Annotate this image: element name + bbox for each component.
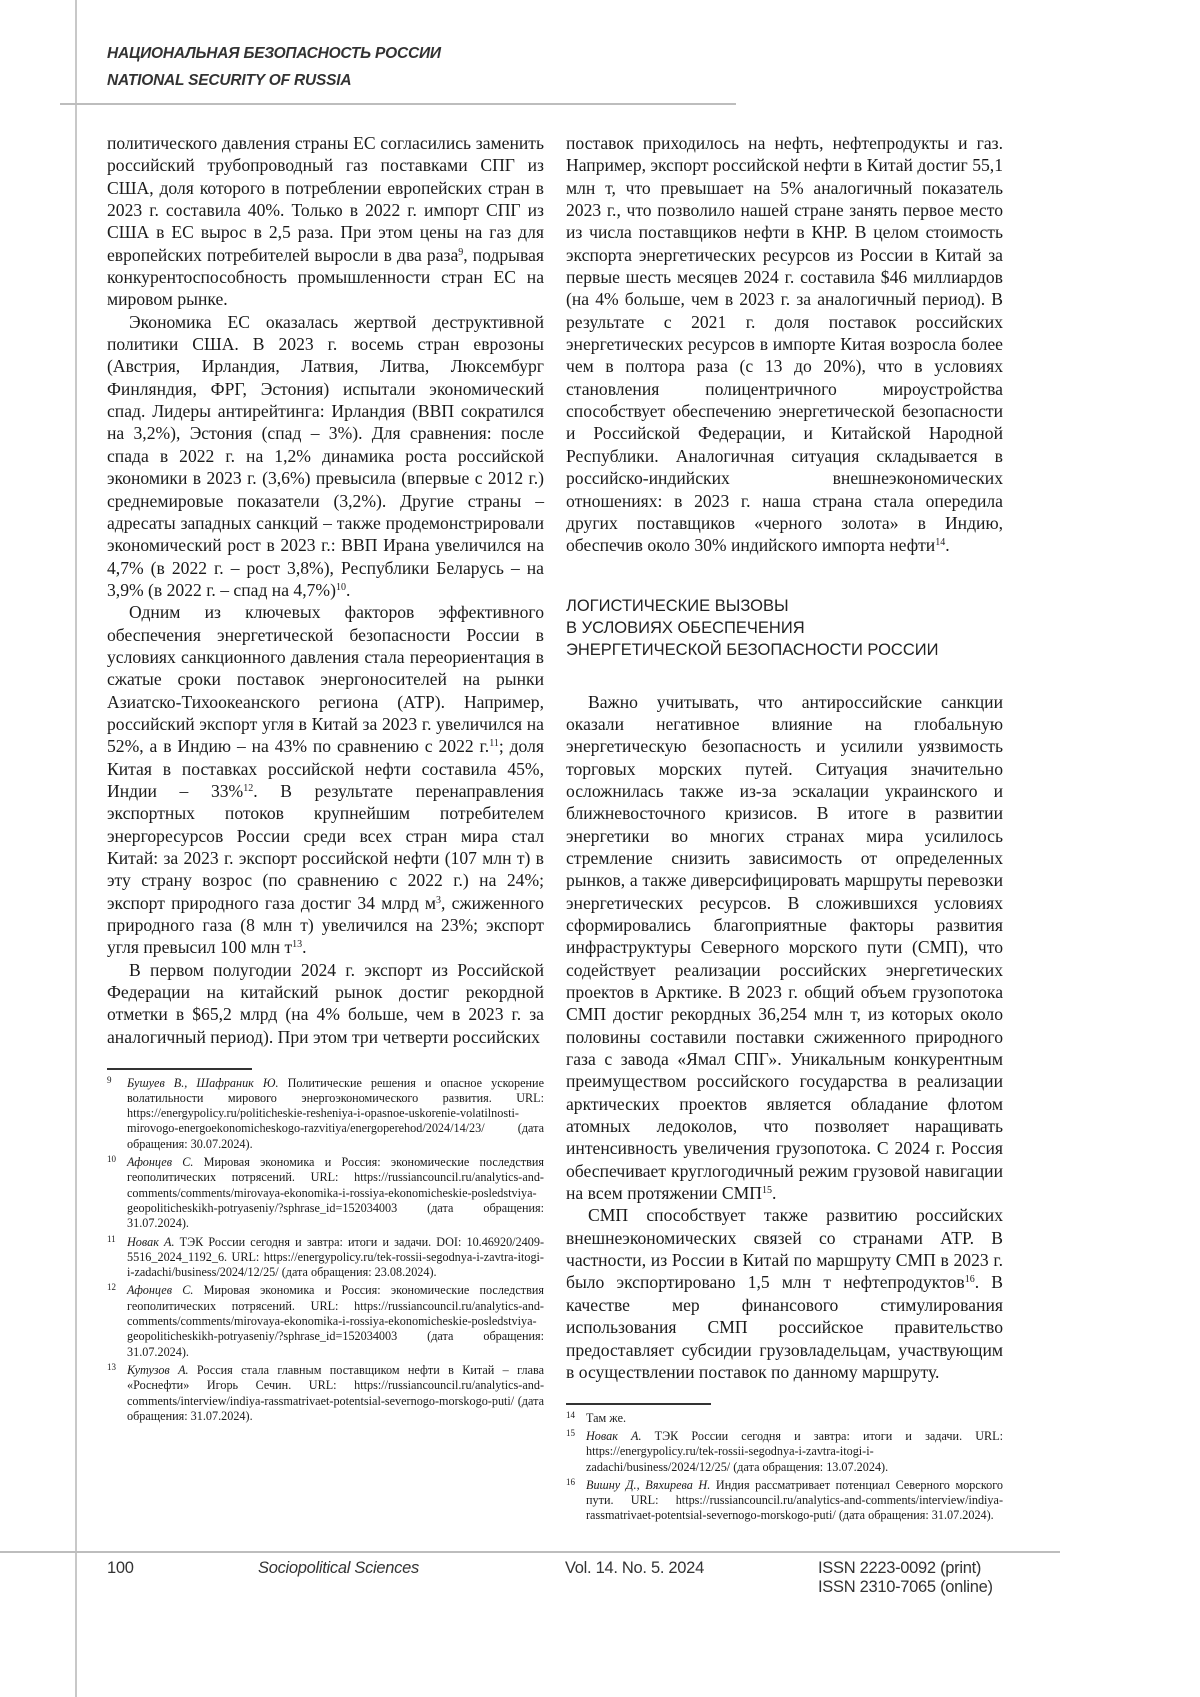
footnote bbox=[107, 1155, 544, 1231]
footnote-text: Индия рассматривает потенциал Северного морского пути. URL: https://russiancouncil.ru/analytics-and-comments/interview/indiya-rassmatrivaet-potentsial-severnogo-morskogo-puti/ (дата обращения: 31.07.2024). bbox=[586, 1478, 1003, 1523]
text-run: . bbox=[302, 937, 306, 957]
footnote-text: Там же. bbox=[586, 1411, 626, 1425]
text-run: поставок приходилось на нефть, нефтепродукты и газ. Например, экспорт российской нефти в Китай достиг 55,1 млн т, что превышает на 5% аналогичный показатель 2023 г., что позволило нашей стране занять первое место из числа поставщиков нефти в КНР. В целом стоимость экспорта энергетических ресурсов из России в Китай за первые шесть месяцев 2024 г. составила $46 миллиардов (на 4% больше, чем в 2023 г. за аналогичный период). В результате с 2021 г. доля поставок российских энергетических ресурсов в импорте Китая возросла более чем в полтора раза (с 13 до 20%), что в условиях становления полицентричного мироустройства способствует обеспечению энергетической безопасности и Российской Федерации, и Китайской Народной Республики. Аналогичная ситуация складывается в российско-индийских внешнеэкономических отношениях: в 2023 г. наша страна стала опередила других поставщиков «черного золота» в Индию, обеспечив около 30% индийского импорта нефти bbox=[566, 133, 1003, 555]
text-run: . В качестве мер финансового стимулирования использования СМП российское правительство предоставляет субсидии грузовладельцам, участвующим в осуществлении поставок по данному маршруту. bbox=[566, 1272, 1003, 1381]
footnote-text: Мировая экономика и Россия: экономические последствия геополитических потрясений. URL: https://russiancouncil.ru/analytics-and-comments/comments/mirovaya-ekonomika-i-rossiya-ekonomicheskie-posledstviya-geopoliticheskikh-potryaseniy/?sphrase_id=152034003 (дата обращения: 31.07.2024). bbox=[127, 1155, 544, 1230]
footnote-number: 13 bbox=[107, 1360, 116, 1375]
journal-name: Sociopolitical Sciences bbox=[258, 1559, 419, 1578]
text-run: , сжиженного природного газа (8 млн т) увеличился на 23%; экспорт угля превысил 100 млн т bbox=[107, 893, 544, 958]
footnote bbox=[107, 1363, 544, 1424]
footnote-ref[interactable]: 9 bbox=[458, 247, 463, 258]
footnote-ref[interactable]: 11 bbox=[489, 738, 499, 749]
columns bbox=[0, 105, 1200, 1527]
footnote-text: Политические решения и опасное ускорение волатильности мирового энергоэкономического развития. URL: https://energypolicy.ru/politicheskie-resheniya-i-opasnoe-uskorenie-volatilnosti-mirovogo-energoekonomicheskogo-razvitiya/energoperehod/2024/14/23/ (дата обращения: 30.07.2024). bbox=[127, 1076, 544, 1151]
footnote-ref[interactable]: 3 bbox=[436, 895, 441, 906]
text-run: . bbox=[346, 580, 350, 600]
issn-print: ISSN 2223-0092 (print) bbox=[818, 1559, 993, 1578]
issn-online: ISSN 2310-7065 (online) bbox=[818, 1578, 993, 1597]
footer bbox=[0, 1551, 1200, 1619]
footnote bbox=[566, 1411, 1003, 1426]
footnote-number: 16 bbox=[566, 1475, 575, 1490]
section-heading bbox=[566, 595, 1003, 661]
text-run: Важно учитывать, что антироссийские санкции оказали негативное влияние на глобальную энергетическую безопасность и усилили уязвимость торговых морских путей. Ситуация значительно осложнилась также из-за эскалации украинского и ближневосточного кризисов. В итоге в развитии энергетики во многих странах мира усилилось стремление снизить зависимость от определенных рынков, а также диверсифицировать маршруты перевозки энергетических ресурсов. В сложившихся условиях сформировались благоприятные факторы развития инфраструктуры Северного морского пути (СМП), что содействует реализации российских энергетических проектов в Арктике. В 2023 г. общий объем грузопотока СМП достиг рекордных 36,254 млн т, из которых около половины составили поставки сжиженного природного газа с завода «Ямал СПГ». Уникальным конкурентным преимуществом российского государства в реализации арктических проектов является обладание флотом атомных ледоколов, что позволяет наращивать интенсивность увеличения грузопотока. С 2024 г. Россия обеспечивает круглогодичный режим грузовой навигации на всем протяжении СМП bbox=[566, 692, 1003, 1204]
footnote-ref[interactable]: 16 bbox=[965, 1274, 975, 1285]
text-run: . В результате перенаправления экспортных потоков крупнейшим потребителем энергоресурсов России среди всех стран мира стал Китай: за 2023 г. экспорт российской нефти (107 млн т) в эту страну возрос (по сравнению с 2022 г.) на 24%; экспорт природного газа достиг 34 млрд м bbox=[107, 781, 544, 913]
footnote-ref[interactable]: 12 bbox=[243, 783, 253, 794]
footnote-author: Новак А. bbox=[127, 1235, 175, 1249]
paragraph bbox=[107, 959, 544, 1048]
text-run: Экономика ЕС оказалась жертвой деструктивной политики США. В 2023 г. восемь стран еврозоны (Австрия, Ирландия, Латвия, Литва, Люксембург Финляндия, ФРГ, Эстония) испытали экономический спад. Лидеры антирейтинга: Ирландия (ВВП сократился на 3,2%), Эстония (спад – 3%). Для сравнения: после спада в 2022 г. на 1,2% динамика роста российской экономики в 2023 г. (3,6%) превысила (впервые с 2012 г.) среднемировые показатели (3,2%). Другие страны – адресаты западных санкций – также продемонстрировали экономический рост в 2023 г.: ВВП Ирана увеличился на 4,7% (в 2022 г. – рост 3,8%), Республики Беларусь – на 3,9% (в 2022 г. – спад на 4,7%) bbox=[107, 312, 544, 600]
paragraph bbox=[107, 311, 544, 601]
section-heading-line: В УСЛОВИЯХ ОБЕСПЕЧЕНИЯ bbox=[566, 617, 1003, 639]
footnote-ref[interactable]: 10 bbox=[336, 582, 346, 593]
footnote-ref[interactable]: 13 bbox=[292, 939, 302, 950]
footnote-author: Кутузов А. bbox=[127, 1363, 189, 1377]
text-run: Одним из ключевых факторов эффективного обеспечения энергетической безопасности России в условиях санкционного давления стала переориентация в сжатые сроки поставок энергоносителей на рынки Азиатско-Тихоокеанского региона (АТР). Например, российский экспорт угля в Китай за 2023 г. увеличился на 52%, а в Индию – на 43% по сравнению с 2022 г. bbox=[107, 602, 544, 756]
footnote-number: 11 bbox=[107, 1232, 116, 1247]
section-heading-line: ЛОГИСТИЧЕСКИЕ ВЫЗОВЫ bbox=[566, 595, 1003, 617]
footnote-author: Вишну Д., Вяхирева Н. bbox=[586, 1478, 710, 1492]
paragraph bbox=[107, 601, 544, 959]
text-run: В первом полугодии 2024 г. экспорт из Российской Федерации на китайский рынок достиг рекордной отметки в $65,2 млрд (на 4% больше, чем в 2023 г. за аналогичный период). При этом три четверти российских bbox=[107, 960, 544, 1047]
volume-info: Vol. 14. No. 5. 2024 bbox=[565, 1559, 704, 1578]
running-header-ru: НАЦИОНАЛЬНАЯ БЕЗОПАСНОСТЬ РОССИИ bbox=[107, 40, 1200, 67]
right-column-body-top bbox=[566, 132, 1003, 557]
footnote-text: Россия стала главным поставщиком нефти в Китай – глава «Роснефти» Игорь Сечин. URL: https://russiancouncil.ru/analytics-and-comments/interview/indiya-rassmatrivaet-potentsial-severnogo-morskogo-puti/ (дата обращения: 31.07.2024). bbox=[127, 1363, 544, 1423]
footnote-rule-right bbox=[566, 1403, 711, 1405]
footnote-author: Афонцев С. bbox=[127, 1283, 193, 1297]
footnotes-left bbox=[107, 1076, 544, 1425]
page-number: 100 bbox=[107, 1559, 134, 1578]
footnote-number: 15 bbox=[566, 1426, 575, 1441]
paragraph bbox=[566, 1204, 1003, 1383]
text-run: . bbox=[945, 535, 949, 555]
text-run: политического давления страны ЕС согласились заменить российский трубопроводный газ поставками СПГ из США, доля которого в потреблении европейских стран в 2023 г. составила 40%. Только в 2022 г. импорт СПГ из США в ЕС вырос в 2,5 раза. При этом цены на газ для европейских потребителей выросли в два раза bbox=[107, 133, 544, 265]
footnote bbox=[107, 1076, 544, 1152]
footnote-rule-left bbox=[107, 1068, 252, 1070]
section-heading-line: ЭНЕРГЕТИЧЕСКОЙ БЕЗОПАСНОСТИ РОССИИ bbox=[566, 639, 1003, 661]
left-column-body bbox=[107, 132, 544, 1048]
paragraph bbox=[566, 691, 1003, 1205]
footnote-author: Афонцев С. bbox=[127, 1155, 193, 1169]
text-run: . bbox=[772, 1183, 776, 1203]
text-run: , подрывая конкурентоспособность промышленности стран ЕС на мировом рынке. bbox=[107, 245, 544, 310]
running-header-en: NATIONAL SECURITY OF RUSSIA bbox=[107, 67, 1200, 94]
footnote bbox=[107, 1235, 544, 1281]
text-run: СМП способствует также развитию российских внешнеэкономических связей со странами АТР. В частности, из России в Китай по маршруту СМП в 2023 г. было экспортировано 1,5 млн т нефтепродуктов bbox=[566, 1205, 1003, 1292]
issn-block bbox=[818, 1559, 993, 1597]
paragraph bbox=[107, 132, 544, 311]
footnotes-right bbox=[566, 1411, 1003, 1524]
footnote-ref[interactable]: 14 bbox=[935, 537, 945, 548]
footnote-text: ТЭК России сегодня и завтра: итоги и задачи. URL: https://energypolicy.ru/tek-rossii-segodnya-i-zavtra-itogi-i-zadachi/business/2024/12/25/ (дата обращения: 13.07.2024). bbox=[586, 1429, 1003, 1474]
right-column bbox=[566, 132, 1003, 1527]
footnote-ref[interactable]: 15 bbox=[762, 1185, 772, 1196]
footnote-number: 9 bbox=[107, 1073, 112, 1088]
footnote-number: 12 bbox=[107, 1280, 116, 1295]
footnote-author: Новак А. bbox=[586, 1429, 642, 1443]
footnote-number: 14 bbox=[566, 1408, 575, 1423]
footnote bbox=[566, 1429, 1003, 1475]
right-column-body-bottom bbox=[566, 691, 1003, 1384]
footer-content bbox=[0, 1553, 1200, 1619]
footnote-text: ТЭК России сегодня и завтра: итоги и задачи. DOI: 10.46920/2409-5516_2024_1192_6. URL: https://energypolicy.ru/tek-rossii-segodnya-i-zavtra-itogi-i-zadachi/business/2024/12/25/ (дата обращения: 23.08.2024). bbox=[127, 1235, 544, 1280]
running-header bbox=[0, 0, 1200, 103]
paragraph bbox=[566, 132, 1003, 557]
footnote bbox=[566, 1478, 1003, 1524]
footnote bbox=[107, 1283, 544, 1359]
footnote-text: Мировая экономика и Россия: экономические последствия геополитических потрясений. URL: https://russiancouncil.ru/analytics-and-comments/comments/mirovaya-ekonomika-i-rossiya-ekonomicheskie-posledstviya-geopoliticheskikh-potryaseniy/?sphrase_id=152034003 (дата обращения: 31.07.2024). bbox=[127, 1283, 544, 1358]
text-run: ; доля Китая в поставках российской нефти составила 45%, Индии – 33% bbox=[107, 736, 544, 801]
footnote-number: 10 bbox=[107, 1152, 116, 1167]
footnote-author: Бушуев В., Шафраник Ю. bbox=[127, 1076, 279, 1090]
left-column bbox=[107, 132, 544, 1427]
